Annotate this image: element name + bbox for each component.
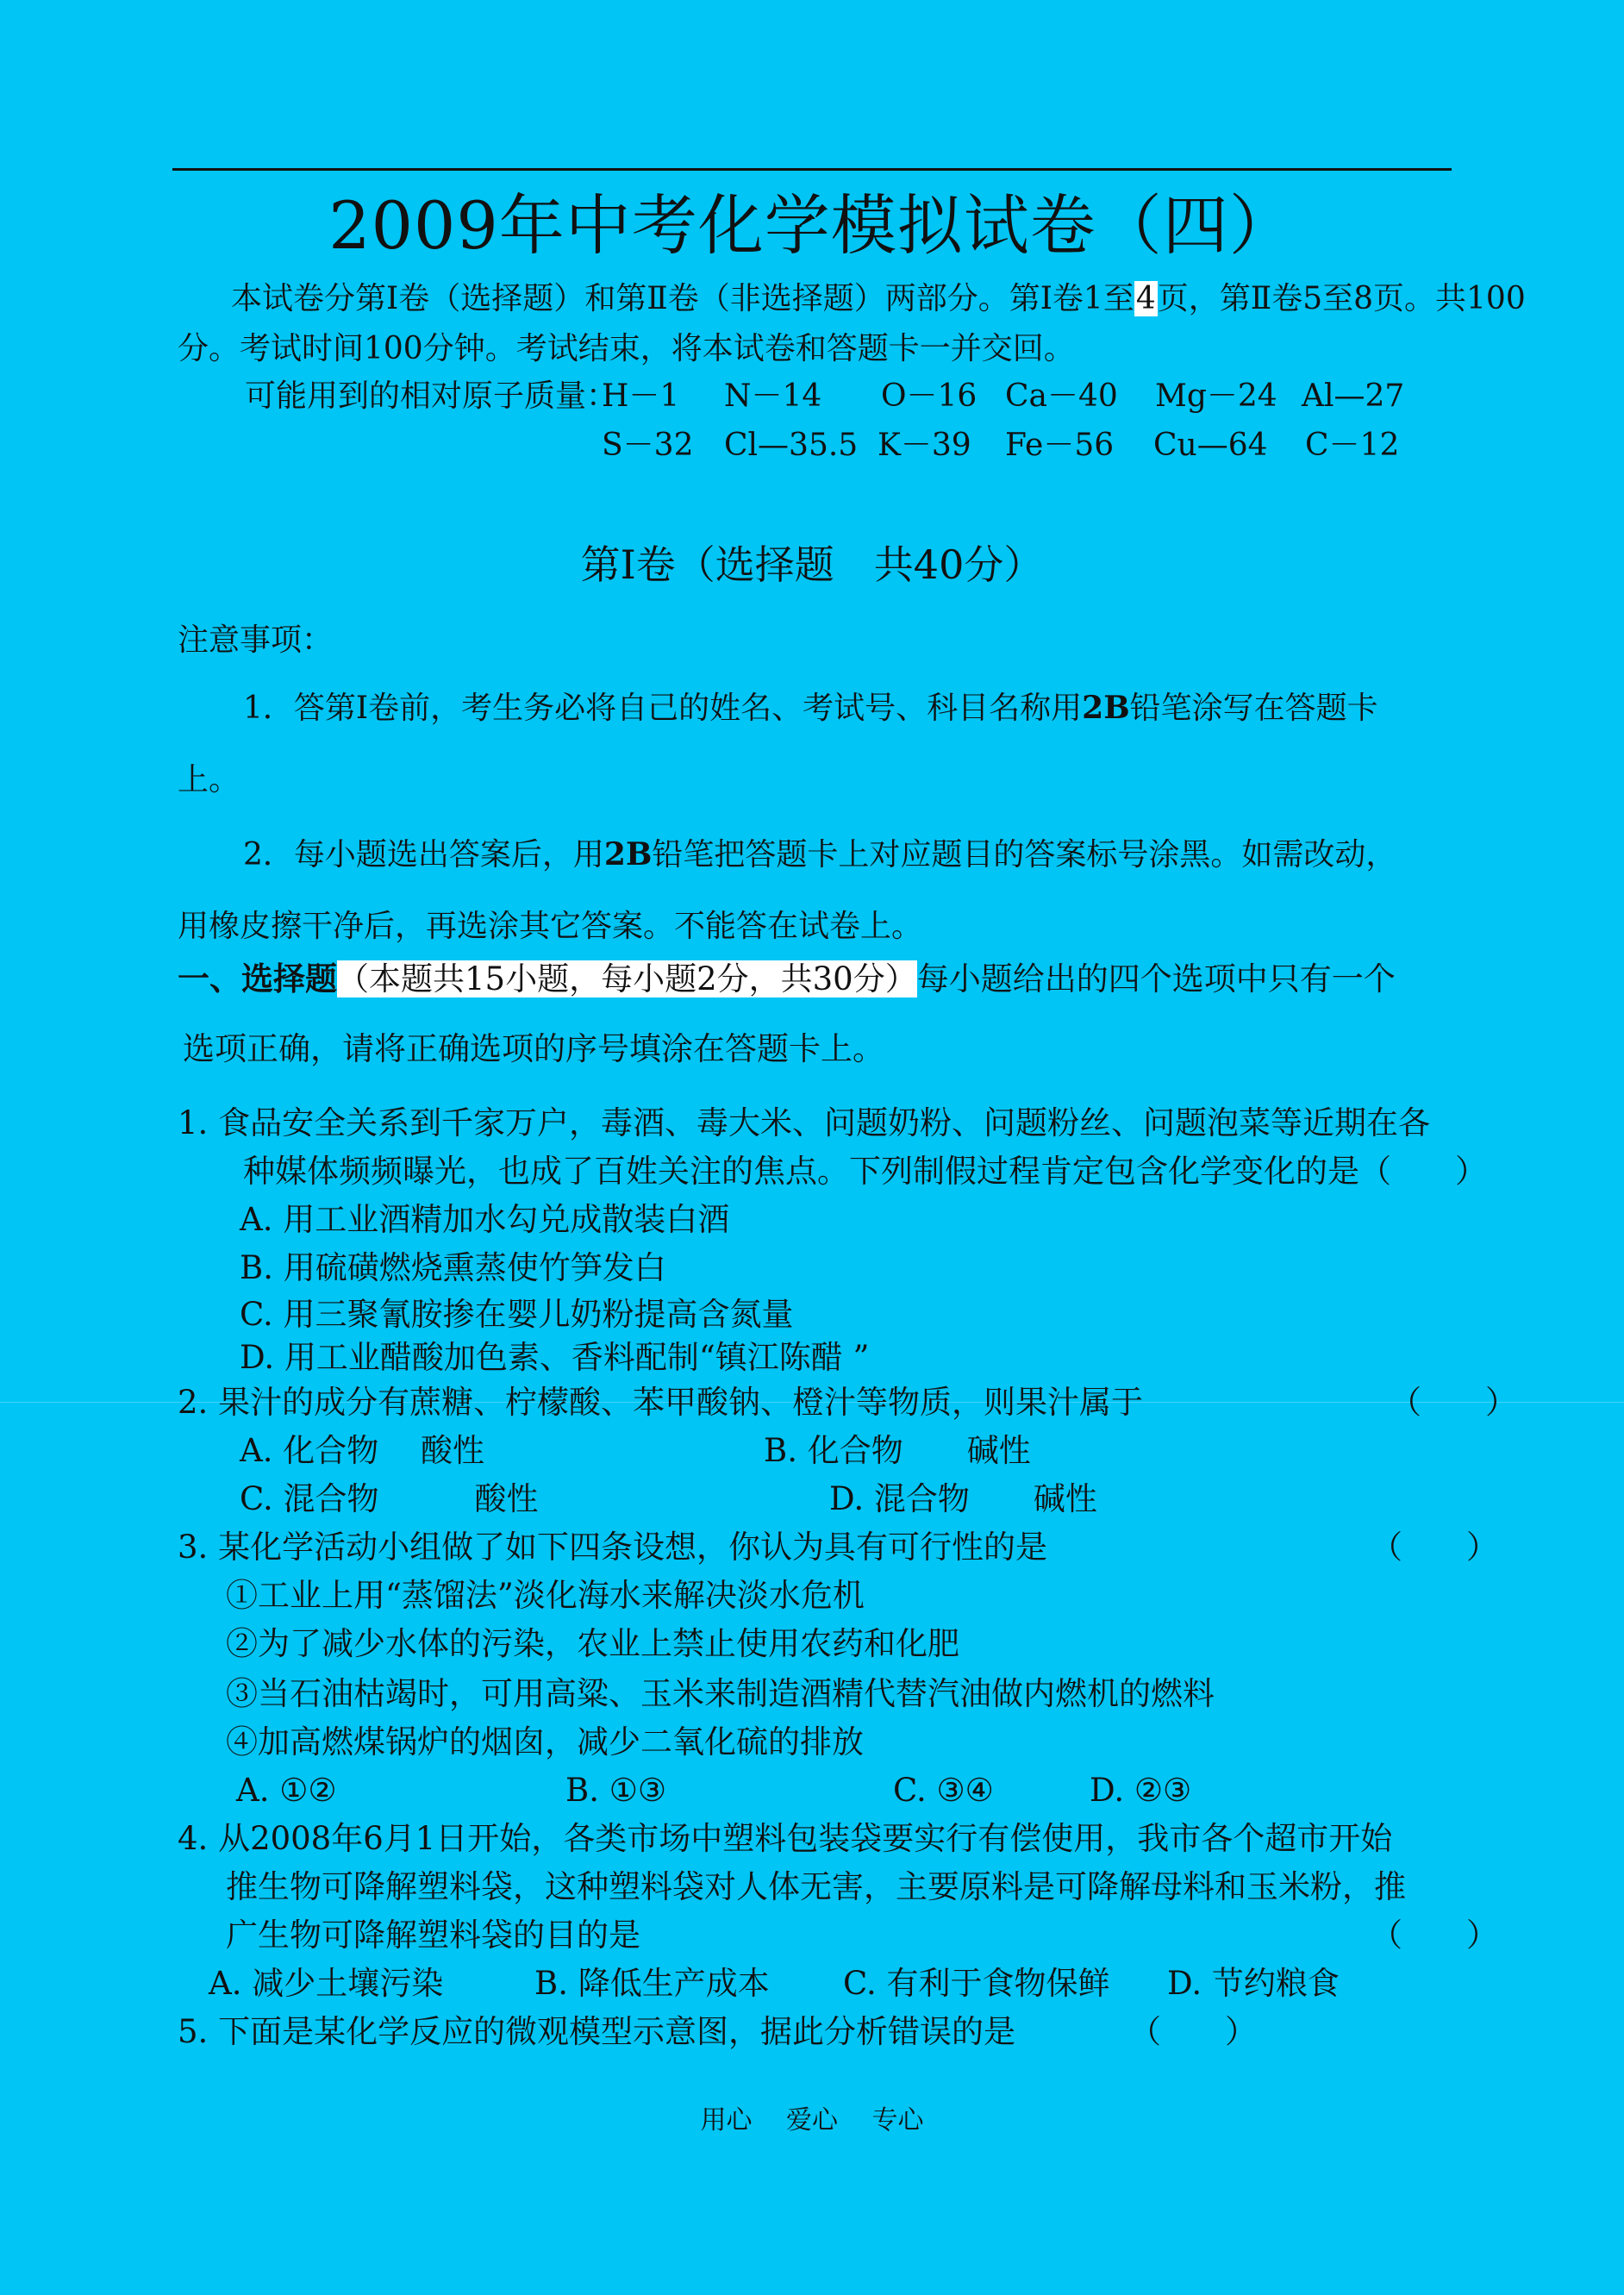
notice-1 [243,686,1378,730]
part-label: 一、选择题 [178,960,337,997]
q2-answer-paren: （ ） [1390,1384,1517,1421]
q1-option-a: A. 用工业酒精加水勾兑成散装白酒 [240,1201,730,1238]
notice-1-text: 1．答第Ⅰ卷前，考生务必将自己的姓名、考试号、科目名称用 [243,691,1083,726]
q4-stem-line1: 4. 从2008年6月1日开始，各类市场中塑料包装袋要实行有偿使用，我市各个超市开始 [178,1820,1393,1857]
q4-answer-paren: （ ） [1371,1917,1498,1954]
intro-line-1 [231,278,1526,321]
q4-option-d: D. 节约粮食 [1167,1965,1340,2002]
q3-item-3: ③当石油枯竭时，可用高粱、玉米来制造酒精代替汽油做内燃机的燃料 [226,1675,1215,1712]
mass-fe: Fe－56 [1005,428,1115,463]
notice-1-continued: 上。 [178,762,240,797]
notice-1-text-2: 铅笔涂写在答题卡 [1129,691,1378,726]
mass-h: H－1 [602,378,680,414]
notice-2-continued: 用橡皮擦干净后，再选涂其它答案。不能答在试卷上。 [178,909,923,944]
mass-c: C－12 [1305,428,1400,463]
top-rule [172,168,1452,171]
notice-2-text: 2．每小题选出答案后，用 [243,837,604,872]
intro-line-2: 分。考试时间100分钟。考试结束，将本试卷和答题卡一并交回。 [178,331,1075,366]
page-title: 2009年中考化学模拟试卷（四） [328,187,1296,264]
section-title: 第Ⅰ卷（选择题 共40分） [580,541,1044,588]
part-rule-highlight: （本题共15小题，每小题2分，共30分） [337,960,917,997]
intro-text: 本试卷分第Ⅰ卷（选择题）和第Ⅱ卷（非选择题）两部分。第Ⅰ卷1至 [231,281,1134,316]
q2-option-b: B. 化合物 碱性 [764,1432,1031,1469]
q1-stem-line2: 种媒体频频曝光，也成了百姓关注的焦点。下列制假过程肯定包含化学变化的是（ ） [243,1153,1487,1190]
q5-answer-paren: （ ） [1129,2013,1257,2050]
q3-option-d: D. ②③ [1090,1772,1192,1809]
q5-stem: 5. 下面是某化学反应的微观模型示意图，据此分析错误的是 [178,2013,1016,2050]
page-footer: 用心 爱心 专心 [700,2105,924,2136]
mass-ca: Ca－40 [1005,378,1118,414]
mass-n: N－14 [724,378,822,414]
masses-label: 可能用到的相对原子质量： [245,378,618,414]
q2-option-c: C. 混合物 酸性 [240,1480,539,1517]
q2-option-a: A. 化合物 酸性 [240,1432,485,1469]
q3-item-2: ②为了减少水体的污染，农业上禁止使用农药和化肥 [226,1625,959,1662]
q1-stem-line1: 1. 食品安全关系到千家万户，毒酒、毒大米、问题奶粉、问题粉丝、问题泡菜等近期在各 [178,1104,1431,1141]
q3-option-b: B. ①③ [565,1772,667,1809]
q3-option-a: A. ①② [236,1772,337,1809]
mass-s: S－32 [602,428,694,463]
notice-2-text-2: 铅笔把答题卡上对应题目的答案标号涂黑。如需改动， [652,837,1397,872]
q4-option-c: C. 有利于食物保鲜 [843,1965,1110,2002]
q1-option-d: D. 用工业醋酸加色素、香料配制“镇江陈醋 ” [240,1339,870,1376]
part-heading [178,957,1396,1001]
notice-1-bold: 2B [1082,690,1130,726]
notice-2-bold: 2B [603,836,653,872]
q3-option-c: C. ③④ [893,1772,994,1809]
part-desc-continued: 选项正确，请将正确选项的序号填涂在答题卡上。 [183,1030,884,1067]
q2-option-d: D. 混合物 碱性 [829,1480,1097,1517]
q3-item-4: ④加高燃煤锅炉的烟囱，减少二氧化硫的排放 [226,1723,864,1760]
q3-answer-paren: （ ） [1371,1529,1498,1566]
q3-item-1: ①工业上用“蒸馏法”淡化海水来解决淡水危机 [226,1577,865,1614]
mass-al: Al—27 [1302,378,1405,414]
q2-stem: 2. 果汁的成分有蔗糖、柠檬酸、苯甲酸钠、橙汁等物质，则果汁属于 [178,1384,1144,1421]
q3-stem: 3. 某化学活动小组做了如下四条设想，你认为具有可行性的是 [178,1529,1048,1566]
notice-2 [243,833,1396,877]
q4-stem-line3: 广生物可降解塑料袋的目的是 [226,1917,640,1954]
mass-k: K－39 [878,428,971,463]
mass-mg: Mg－24 [1155,378,1277,414]
q4-option-a: A. 减少土壤污染 [209,1965,444,2002]
q4-stem-line2: 推生物可降解塑料袋，这种塑料袋对人体无害，主要原料是可降解母料和玉米粉，推 [226,1868,1406,1905]
notice-heading: 注意事项： [178,622,334,658]
mass-cu: Cu—64 [1153,428,1268,463]
intro-text-2: 页，第Ⅱ卷5至8页。共100 [1157,281,1526,316]
q4-option-b: B. 降低生产成本 [534,1965,770,2002]
q1-option-c: C. 用三聚氰胺掺在婴儿奶粉提高含氮量 [240,1296,794,1333]
q1-option-b: B. 用硫磺燃烧熏蒸使竹笋发白 [240,1249,666,1286]
mass-cl: Cl—35.5 [724,428,859,463]
mass-o: O－16 [881,378,978,414]
highlighted-page-number: 4 [1135,281,1156,316]
part-desc: 每小题给出的四个选项中只有一个 [916,960,1396,997]
